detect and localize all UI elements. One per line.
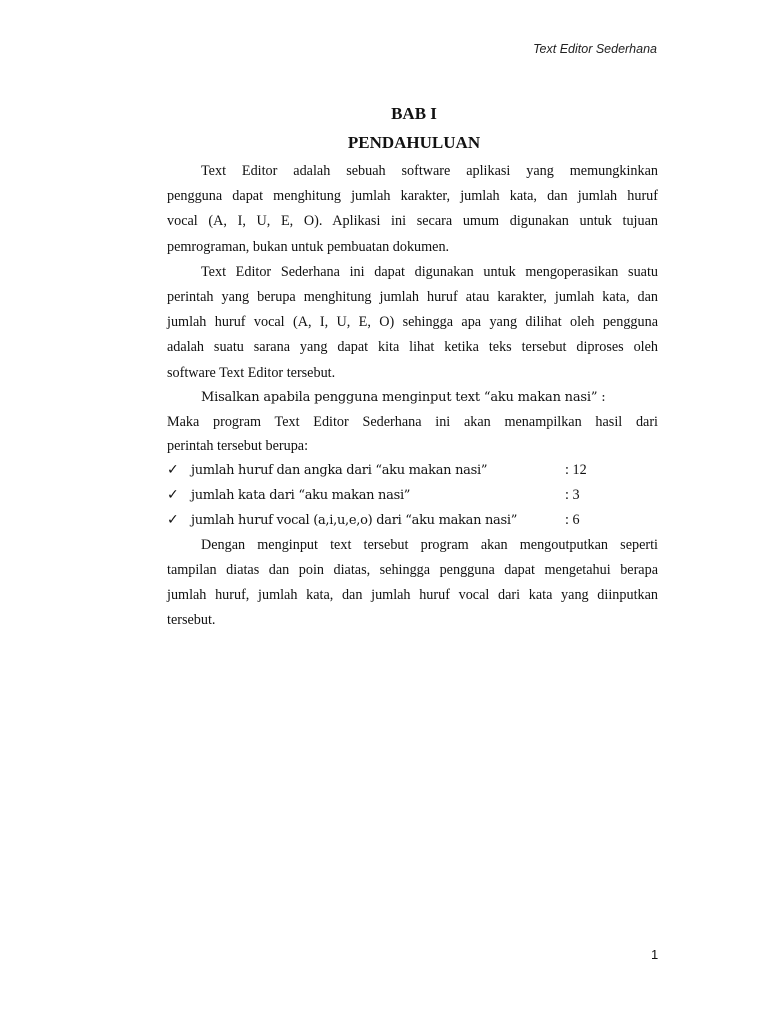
chapter-number: BAB I xyxy=(391,104,437,123)
paragraph-line: Text Editor Sederhana ini dapat digunakan untuk mengoperasikan suatu xyxy=(201,263,658,280)
paragraph-line: Text Editor adalah sebuah software aplikasi yang memungkinkan xyxy=(201,163,658,179)
checklist-value: : 3 xyxy=(565,486,580,503)
paragraph-line: vocal (A, I, U, E, O). Aplikasi ini secara umum digunakan untuk tujuan xyxy=(167,213,658,230)
chapter-title: PENDAHULUAN xyxy=(347,133,481,152)
checklist-label: jumlah huruf dan angka dari “aku makan nasi” xyxy=(191,462,488,478)
checklist-item xyxy=(167,508,658,533)
paragraph-description xyxy=(167,260,658,386)
checkmark-icon: ✓ xyxy=(167,511,179,528)
checkmark-icon: ✓ xyxy=(167,461,179,478)
checklist-item xyxy=(167,483,658,508)
paragraph-line: tersebut. xyxy=(167,612,216,629)
paragraph-line: adalah suatu sarana yang dapat kita lihat ketika teks tersebut diproses oleh xyxy=(167,339,658,356)
paragraph-line: Maka program Text Editor Sederhana ini akan menampilkan hasil dari xyxy=(167,413,658,430)
paragraph-line: pemrograman, bukan untuk pembuatan dokumen. xyxy=(167,238,450,255)
paragraph-line: jumlah huruf, jumlah kata, dan jumlah huruf vocal dari kata yang diinputkan xyxy=(167,587,658,604)
paragraph-line: perintah tersebut berupa: xyxy=(167,437,309,454)
checklist-value: : 12 xyxy=(565,461,587,478)
result-checklist xyxy=(167,458,658,533)
paragraph-line: software Text Editor tersebut. xyxy=(167,364,336,381)
paragraph-line: pengguna dapat menghitung jumlah karakter, jumlah kata, dan jumlah huruf xyxy=(167,188,658,205)
paragraph-line: tampilan diatas dan poin diatas, sehingga pengguna dapat mengetahui berapa xyxy=(167,561,658,578)
paragraph-example: Misalkan apabila pengguna menginput text “aku makan nasi” : xyxy=(201,389,606,405)
checkmark-icon: ✓ xyxy=(167,486,179,503)
checklist-label: jumlah kata dari “aku makan nasi” xyxy=(191,487,411,503)
paragraph-line: Dengan menginput text tersebut program akan mengoutputkan seperti xyxy=(201,536,658,553)
body-text xyxy=(167,159,658,633)
page-number: 1 xyxy=(651,947,659,962)
paragraph-conclusion xyxy=(167,533,658,634)
checklist-item xyxy=(167,458,658,483)
paragraph-line: jumlah huruf vocal (A, I, U, E, O) sehingga apa yang dilihat oleh pengguna xyxy=(167,314,658,331)
paragraph-line: perintah yang berupa menghitung jumlah huruf atau karakter, jumlah kata, dan xyxy=(167,288,658,305)
paragraph-output xyxy=(167,410,658,458)
checklist-label: jumlah huruf vocal (a,i,u,e,o) dari “aku makan nasi” xyxy=(191,512,518,528)
running-header: Text Editor Sederhana xyxy=(533,42,657,56)
checklist-value: : 6 xyxy=(565,511,580,528)
paragraph-intro xyxy=(167,159,658,260)
